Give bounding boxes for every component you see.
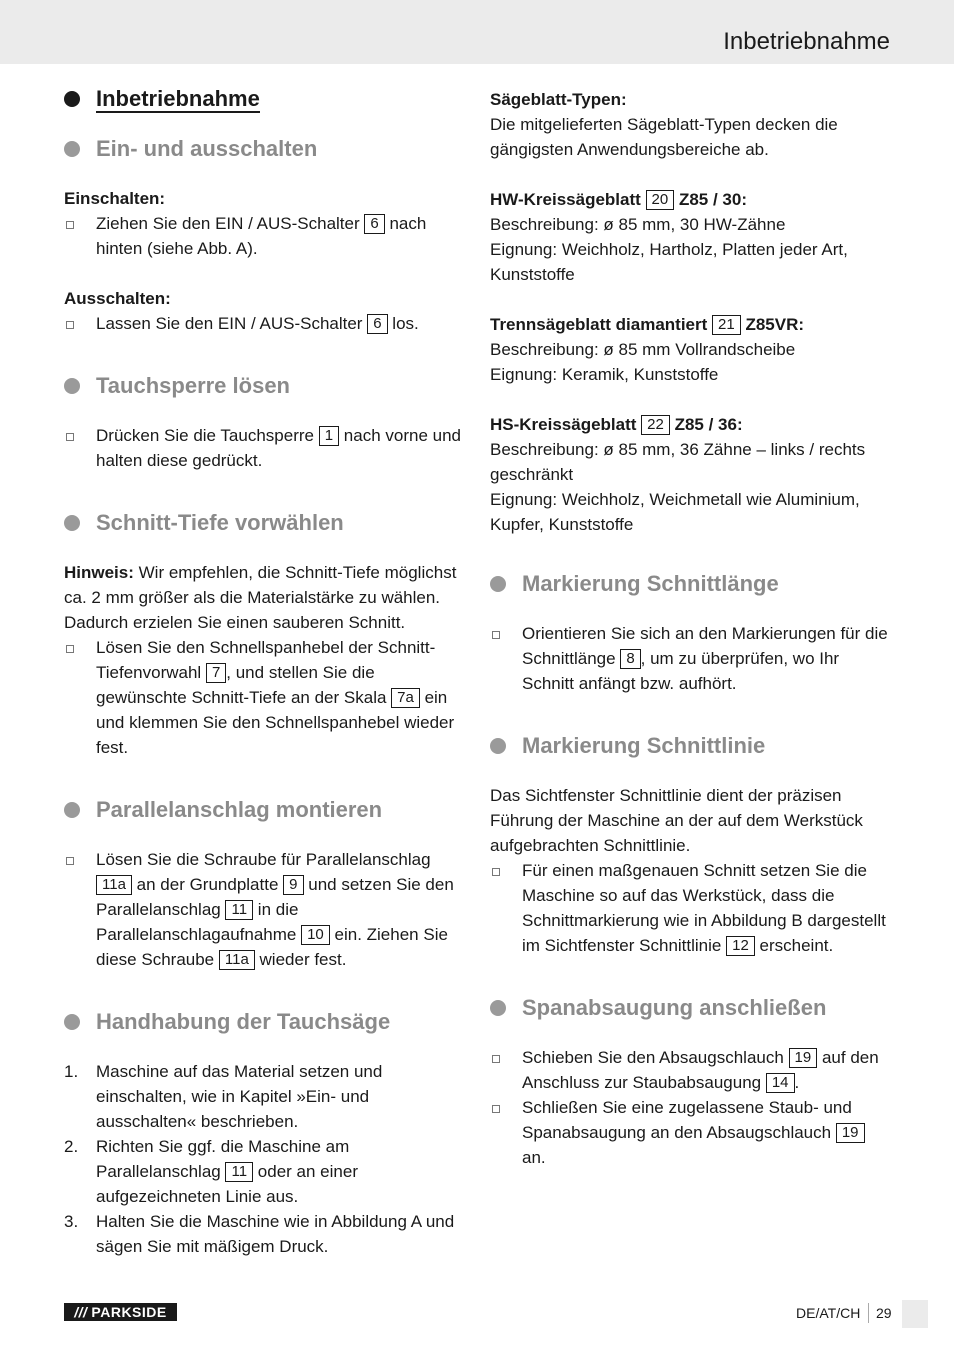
numbered-item: 3. Halten Sie die Maschine wie in Abbildung A und sägen Sie mit mäßigem Druck. (64, 1212, 455, 1256)
blade-title-hs: HS-Kreissägeblatt 22 Z85 / 36: (490, 415, 743, 434)
checkbox-square-icon (66, 433, 74, 441)
part-ref: 19 (789, 1048, 818, 1068)
list-item-einschalten: Ziehen Sie den EIN / AUS-Schalter 6 nach hinten (siehe Abb. A). (64, 211, 464, 261)
section-heading-spanabsaugung: Spanabsaugung anschließen (490, 993, 890, 1023)
right-column (490, 87, 890, 1170)
section-heading-handhabung: Handhabung der Tauchsäge (64, 1007, 464, 1037)
types-text: Die mitgelieferten Sägeblatt-Typen decken die gängigsten Anwendungsbereiche ab. (490, 115, 838, 159)
numbered-item: 2. Richten Sie ggf. die Maschine am Parallelanschlag 11 oder an einer aufgezeichneten Linie aus. (64, 1137, 358, 1206)
left-column (64, 84, 464, 1259)
checkbox-square-icon (492, 1055, 500, 1063)
part-ref: 11a (96, 875, 132, 895)
blade-desc-hs: Beschreibung: ø 85 mm, 36 Zähne – links / rechts geschränkt (490, 440, 866, 484)
list-item-parallelanschlag: Lösen Sie die Schraube für Parallelanschlag 11a an der Grundplatte 9 und setzen Sie den Parallelanschlag 11 in die Parallelanschlagaufnahme 10 ein. Ziehen Sie diese Schraube 11a wieder fest. (64, 847, 464, 972)
list-item-schnittlinie: Für einen maßgenauen Schnitt setzen Sie die Maschine so auf das Werkstück, dass die Schnittmarkierung wie in Abbildung B dargestellt im Sichtfenster Schnittlinie 12 erscheint. (490, 858, 890, 958)
section-heading-schnitt-tiefe: Schnitt-Tiefe vorwählen (64, 508, 464, 538)
list-item-schnellspanhebel: Lösen Sie den Schnellspanhebel der Schnitt-Tiefenvorwahl 7 , und stellen Sie die gewünschte Schnitt-Tiefe an der Skala 7a ein und klemmen Sie den Schnellspanhebel wieder fest. (64, 635, 464, 760)
footer-divider (868, 1303, 869, 1323)
parkside-logo: /// PARKSIDE (64, 1303, 177, 1321)
list-item-tauchsperre: Drücken Sie die Tauchsperre 1 nach vorne und halten diese gedrückt. (64, 423, 464, 473)
numbered-item: 1. Maschine auf das Material setzen und einschalten, wie in Kapitel »Ein- und ausschalten« beschrieben. (64, 1062, 383, 1131)
bullet-dot-icon (64, 515, 80, 531)
bullet-dot-icon (64, 141, 80, 157)
checkbox-square-icon (492, 1105, 500, 1113)
page-number: 29 (876, 1305, 892, 1321)
footer-language: DE/AT/CH (796, 1305, 861, 1321)
part-ref: 19 (836, 1123, 865, 1143)
label-einschalten: Einschalten: (64, 189, 166, 208)
checkbox-square-icon (492, 868, 500, 876)
part-ref: 7a (391, 688, 420, 708)
part-ref: 11 (225, 900, 253, 920)
checkbox-square-icon (66, 221, 74, 229)
label-ausschalten: Ausschalten: (64, 289, 171, 308)
main-heading: Inbetriebnahme (64, 84, 464, 114)
part-ref: 6 (367, 314, 387, 334)
part-ref: 1 (319, 426, 339, 446)
blade-title-diamant: Trennsägeblatt diamantiert 21 Z85VR: (490, 315, 805, 334)
list-item-absaugschlauch: Schieben Sie den Absaugschlauch 19 auf den Anschluss zur Staubabsaugung 14 . (490, 1045, 890, 1095)
checkbox-square-icon (492, 631, 500, 639)
part-ref: 7 (206, 663, 226, 683)
bullet-dot-icon (64, 802, 80, 818)
section-heading-tauchsperre: Tauchsperre lösen (64, 371, 464, 401)
list-item-ausschalten: Lassen Sie den EIN / AUS-Schalter 6 los. (64, 311, 464, 336)
blade-use-hw: Eignung: Weichholz, Hartholz, Platten jeder Art, Kunststoffe (490, 240, 848, 284)
part-ref: 21 (712, 315, 741, 335)
part-ref: 6 (364, 214, 384, 234)
bullet-dot-icon (64, 378, 80, 394)
list-item-schnittlaenge: Orientieren Sie sich an den Markierungen für die Schnittlänge 8 , um zu überprüfen, wo Ihr Schnitt anfängt bzw. aufhört. (490, 621, 890, 696)
part-ref: 8 (620, 649, 640, 669)
page-header-title: Inbetriebnahme (723, 28, 890, 55)
blade-title-hw: HW-Kreissägeblatt 20 Z85 / 30: (490, 190, 748, 209)
blade-use-hs: Eignung: Weichholz, Weichmetall wie Aluminium, Kupfer, Kunststoffe (490, 490, 860, 534)
part-ref: 14 (766, 1073, 795, 1093)
part-ref: 22 (641, 415, 670, 435)
section-heading-schnittlinie: Markierung Schnittlinie (490, 731, 890, 761)
checkbox-square-icon (66, 857, 74, 865)
list-item-staubabsaugung: Schließen Sie eine zugelassene Staub- und Spanabsaugung an den Absaugschlauch 19 an. (490, 1095, 890, 1170)
blade-desc-hw: Beschreibung: ø 85 mm, 30 HW-Zähne (490, 215, 786, 234)
section-heading-ein-ausschalten: Ein- und ausschalten (64, 134, 464, 164)
part-ref: 9 (283, 875, 303, 895)
bullet-dot-icon (490, 1000, 506, 1016)
section-heading-schnittlaenge: Markierung Schnittlänge (490, 569, 890, 599)
blade-desc-diamant: Beschreibung: ø 85 mm Vollrandscheibe (490, 340, 796, 359)
label-saegeblatt-typen: Sägeblatt-Typen: (490, 90, 627, 109)
part-ref: 10 (301, 925, 330, 945)
blade-use-diamant: Eignung: Keramik, Kunststoffe (490, 365, 719, 384)
footer-corner-block (902, 1300, 928, 1328)
bullet-dot-icon (64, 1014, 80, 1030)
checkbox-square-icon (66, 321, 74, 329)
bullet-dot-icon (64, 91, 80, 107)
part-ref: 12 (726, 936, 755, 956)
part-ref: 11a (219, 950, 255, 970)
checkbox-square-icon (66, 645, 74, 653)
bullet-dot-icon (490, 576, 506, 592)
bullet-dot-icon (490, 738, 506, 754)
section-heading-parallelanschlag: Parallelanschlag montieren (64, 795, 464, 825)
hint-paragraph: Hinweis: Wir empfehlen, die Schnitt-Tiefe möglichst ca. 2 mm größer als die Materialstärke zu wählen. Dadurch erzielen Sie einen sauberen Schnitt. (64, 563, 457, 632)
part-ref: 11 (225, 1162, 253, 1182)
part-ref: 20 (646, 190, 675, 210)
schnittlinie-intro: Das Sichtfenster Schnittlinie dient der präzisen Führung der Maschine an der auf dem Werkstück aufgebrachten Schnittlinie. (490, 786, 863, 855)
